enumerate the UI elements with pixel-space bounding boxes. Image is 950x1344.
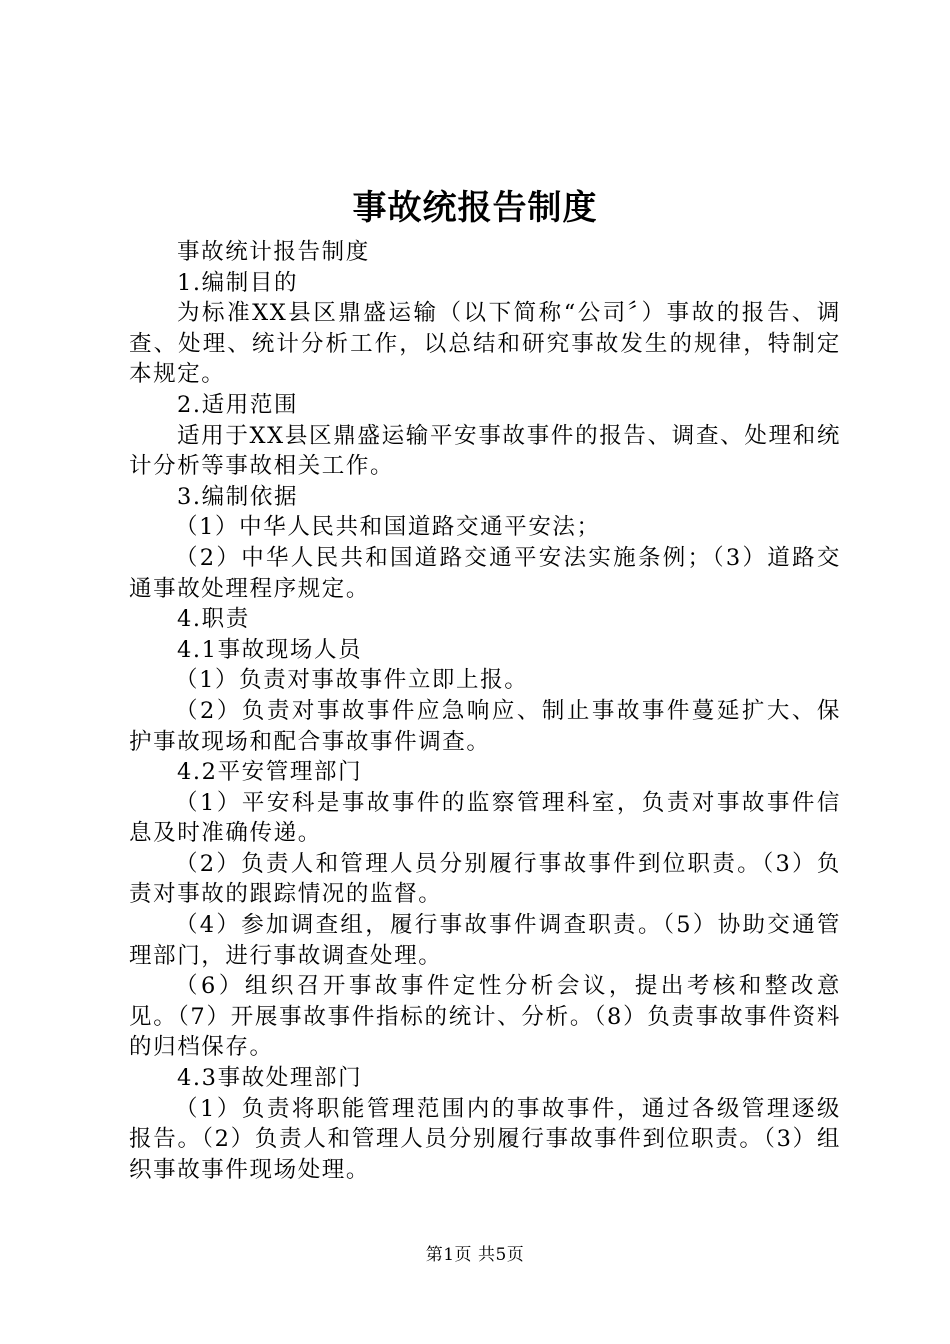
duty-4-1-item-2: （2）负责对事故事件应急响应、制止事故事件蔓延扩大、保护事故现场和配合事故事件调查。 bbox=[129, 697, 841, 755]
section-3-heading: 3.编制依据 bbox=[177, 483, 299, 510]
section-4-heading: 4.职责 bbox=[177, 606, 250, 633]
duty-4-2-item-4: （4）参加调查组，履行事故事件调查职责。（5）协助交通管理部门，进行事故调查处理。 bbox=[129, 912, 841, 969]
duty-4-1-item-1: （1）负责对事故事件立即上报。 bbox=[175, 667, 529, 694]
paragraph-heading: 事故统计报告制度 bbox=[177, 239, 370, 265]
section-1-text: 为标准XX县区鼎盛运输（以下简称“公司〞）事故的报告、调查、处理、统计分析工作，以总结和研究事故发生的规律，特制定本规定。 bbox=[129, 300, 841, 388]
document-body bbox=[129, 237, 841, 1185]
duty-4-3-item-1: （1）负责将职能管理范围内的事故事件，通过各级管理逐级报告。（2）负责人和管理人员分别履行事故事件到位职责。（3）组织事故事件现场处理。 bbox=[129, 1095, 841, 1183]
section-4-3-heading: 4.3事故处理部门 bbox=[177, 1065, 363, 1092]
basis-item-2: （2）中华人民共和国道路交通平安法实施条例；（3）道路交通事故处理程序规定。 bbox=[129, 544, 841, 602]
duty-4-2-item-2: （2）负责人和管理人员分别履行事故事件到位职责。（3）负责对事故的跟踪情况的监督。 bbox=[129, 850, 841, 908]
section-2-heading: 2.适用范围 bbox=[177, 391, 299, 418]
duty-4-2-item-6: （6）组织召开事故事件定性分析会议，提出考核和整改意见。（7）开展事故事件指标的统计、分析。（8）负责事故事件资料的归档保存。 bbox=[129, 973, 841, 1061]
section-1-heading: 1.编制目的 bbox=[177, 269, 299, 296]
duty-4-2-item-1: （1）平安科是事故事件的监察管理科室，负责对事故事件信息及时准确传递。 bbox=[129, 789, 841, 847]
section-4-1-heading: 4.1事故现场人员 bbox=[177, 636, 363, 663]
section-2-text: 适用于XX县区鼎盛运输平安事故事件的报告、调查、处理和统计分析等事故相关工作。 bbox=[129, 422, 841, 480]
page-footer: 第1页 共5页 bbox=[425, 1245, 525, 1265]
basis-item-1: （1）中华人民共和国道路交通平安法； bbox=[175, 514, 601, 541]
page-title: 事故统报告制度 bbox=[352, 188, 598, 228]
section-4-2-heading: 4.2平安管理部门 bbox=[177, 759, 363, 786]
